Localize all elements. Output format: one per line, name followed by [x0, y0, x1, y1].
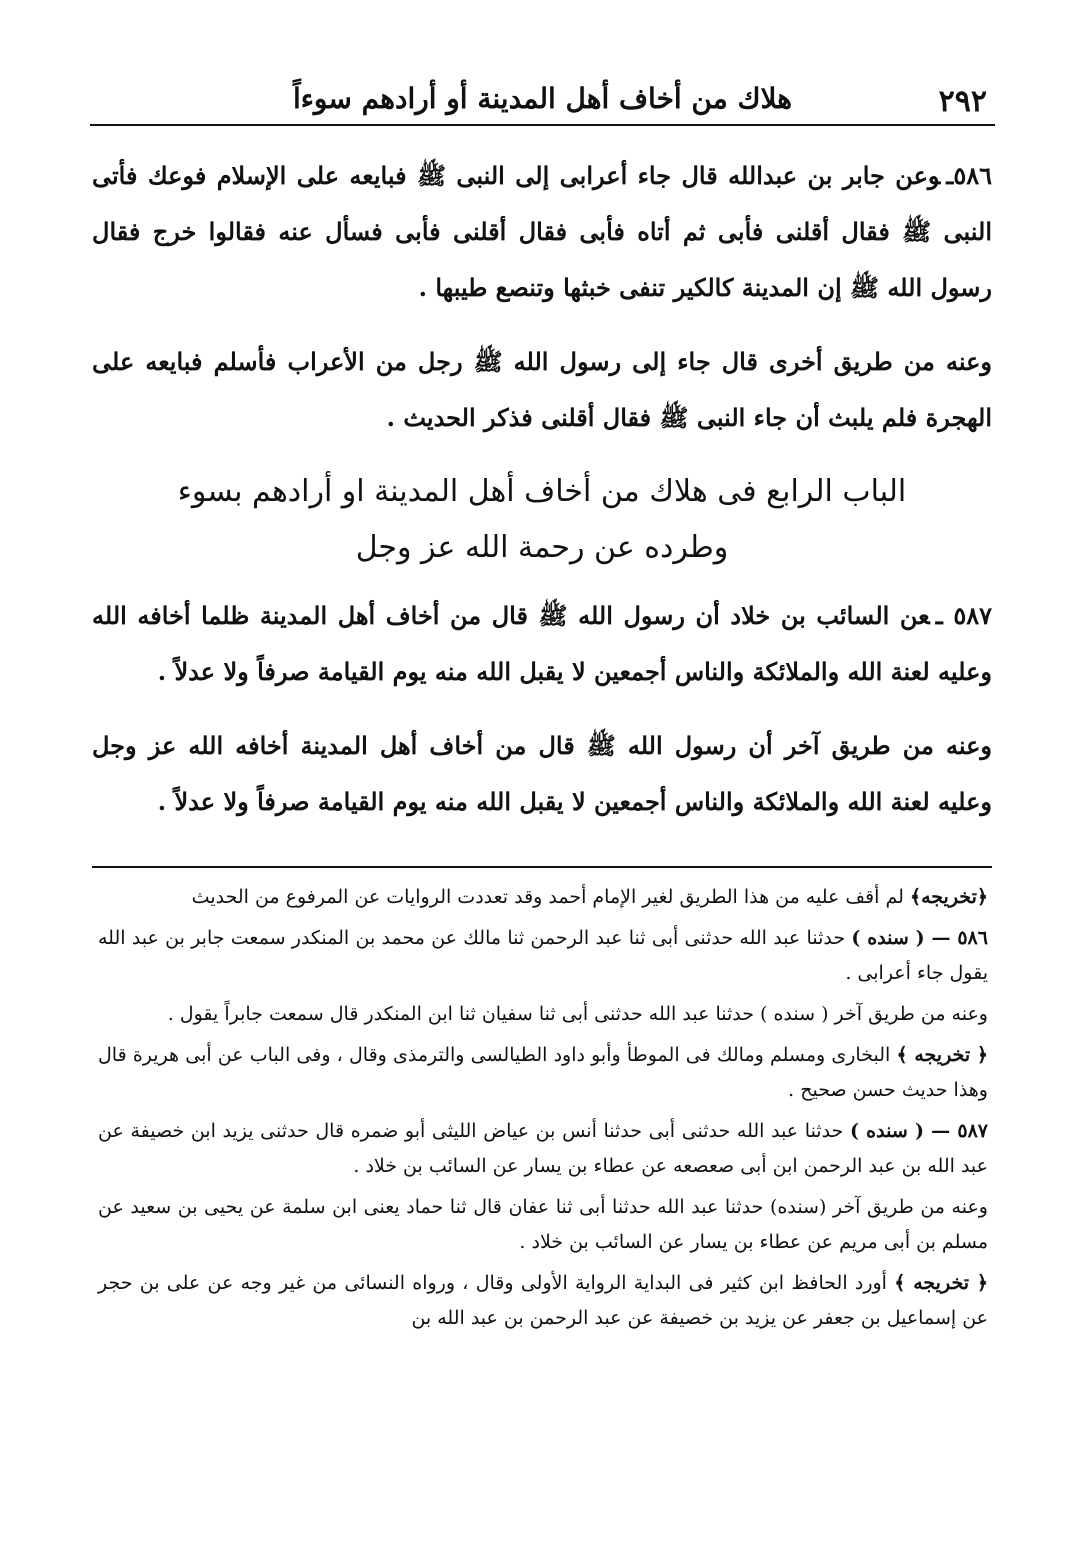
hadith-587-alt-chain [92, 718, 992, 830]
main-text [92, 148, 992, 848]
footnote-tag: ﴿تخريجه﴾ [909, 886, 988, 908]
footnote-text: حدثنا عبد الله حدثنى أبى حدثنا أنس بن عياض الليثى أبو ضمره قال حدثنى يزيد ابن خصيفة عن عبد الله بن عبد الرحمن ابن أبى صعصعه عن عطاء بن يسار عن السائب بن خلاد . [98, 1120, 988, 1177]
page-number: ٢٩٢ [938, 84, 987, 119]
hadith-586-alt-chain [92, 334, 992, 446]
footnote-text: أورد الحافظ ابن كثير فى البداية الرواية الأولى وقال ، ورواه النسائى من غير وجه عن على بن حجر عن إسماعيل بن جعفر عن يزيد بن خصيفة عن عبد الرحمن بن عبد الله بن [98, 1272, 988, 1329]
chapter-heading-line2: وطرده عن رحمة الله عز وجل [355, 530, 729, 565]
footnote [98, 1114, 988, 1184]
chapter-heading [92, 464, 992, 576]
footnote-text: البخارى ومسلم ومالك فى الموطأ وأبو داود الطيالسى والترمذى وقال ، وفى الباب عن أبى هريرة قال وهذا حديث حسن صحيح . [98, 1044, 988, 1101]
hadith-text: وعنه من طريق أخرى قال جاء إلى رسول الله ﷺ رجل من الأعراب فأسلم فبايعه على الهجرة فلم يلبث أن جاء النبى ﷺ فقال أقلنى فذكر الحديث . [92, 347, 992, 432]
footnote [98, 880, 988, 915]
footnote [98, 1190, 988, 1260]
hadith-number: ٥٨٧ ـ [935, 601, 992, 630]
hadith-586 [92, 148, 992, 316]
footnote-tag: ٥٨٦ — ( سنده ) [851, 927, 988, 949]
hadith-text: وعن جابر بن عبدالله قال جاء أعرابى إلى النبى ﷺ فبايعه على الإسلام فوعك فأتى النبى ﷺ فقال أقلنى فأبى ثم أتاه فأبى فقال أقلنى فأبى فسأل عنه فقالوا خرج فقال رسول الله ﷺ إن المدينة كالكير تنفى خبثها وتنصع طيبها . [92, 161, 992, 302]
hadith-text: عن السائب بن خلاد أن رسول الله ﷺ قال من أخاف أهل المدينة ظلما أخافه الله وعليه لعنة الله والملائكة والناس أجمعين لا يقبل الله منه يوم القيامة صرفاً ولا عدلاً . [92, 601, 992, 686]
footnote [98, 997, 988, 1032]
hadith-587 [92, 588, 992, 700]
footnote-tag: ٥٨٧ — ( سنده ) [849, 1120, 988, 1142]
footnote [98, 1266, 988, 1336]
footnote-tag: ﴿ تخريجه ﴾ [896, 1044, 988, 1066]
footnotes [98, 880, 988, 1342]
hadith-number: ٥٨٦ـ [946, 161, 992, 190]
footnote-divider [92, 866, 992, 868]
footnote-tag: ﴿ تخريجه ﴾ [894, 1272, 988, 1294]
footnote-text: حدثنا عبد الله حدثنى أبى ثنا عبد الرحمن ثنا مالك عن محمد بن المنكدر سمعت جابر بن عبد الله يقول جاء أعرابى . [98, 927, 988, 984]
footnote-text: وعنه من طريق آخر (سنده) حدثنا عبد الله حدثنا أبى ثنا عفان قال ثنا حماد يعنى ابن سلمة عن يحيى بن سعيد عن مسلم بن أبى مريم عن عطاء بن يسار عن السائب بن خلاد . [98, 1196, 988, 1253]
page-header [90, 78, 995, 126]
footnote-text: لم أقف عليه من هذا الطريق لغير الإمام أحمد وقد تعددت الروايات عن المرفوع من الحديث [191, 886, 904, 908]
running-title: هلاك من أخاف أهل المدينة أو أرادهم سوءاً [292, 82, 793, 115]
hadith-text: وعنه من طريق آخر أن رسول الله ﷺ قال من أخاف أهل المدينة أخافه الله عز وجل وعليه لعنة الله والملائكة والناس أجمعين لا يقبل الله منه يوم القيامة صرفاً ولا عدلاً . [92, 731, 992, 816]
chapter-heading-line1: الباب الرابع فى هلاك من أخاف أهل المدينة او أرادهم بسوء [177, 474, 907, 509]
footnote [98, 1038, 988, 1108]
footnote [98, 921, 988, 991]
footnote-text: وعنه من طريق آخر ( سنده ) حدثنا عبد الله حدثنى أبى ثنا سفيان ثنا ابن المنكدر قال سمعت جابراً يقول . [167, 1003, 988, 1025]
